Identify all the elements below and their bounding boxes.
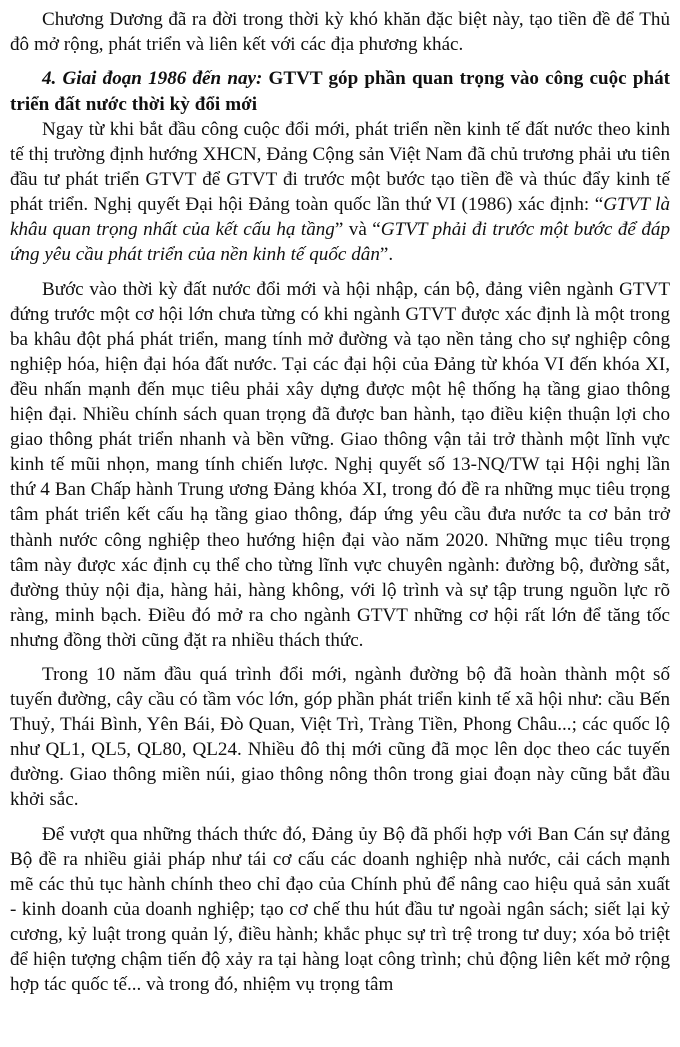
section-heading-rest: GTVT góp phần quan trọng vào công cuộc phát triển đất nước thời kỳ đổi mới: [10, 68, 670, 115]
paragraph-ngay-tu-khi: [10, 117, 670, 268]
paragraph-chuong-duong: Chương Dương đã ra đời trong thời kỳ khó khăn đặc biệt này, tạo tiền đề để Thủ đô mở rộng, phát triển và liên kết với các địa phương khác.: [10, 9, 670, 56]
paragraph-text-between-quotes: ” và “: [334, 219, 381, 241]
section-heading-number-title: 4. Giai đoạn 1986 đến nay:: [42, 68, 263, 90]
section-heading-giai-doan-1986: [10, 66, 670, 117]
quotation-gtvt-phai-di-truoc: GTVT phải đi trước một bước để đáp ứng yêu cầu phát triển của nền kinh tế quốc dân: [10, 219, 671, 266]
paragraph-text-before-quote: Ngay từ khi bắt đầu công cuộc đổi mới, phát triển nền kinh tế đất nước theo kinh tế thị trường định hướng XHCN, Đảng Cộng sản Việt Nam đã chủ trương phải ưu tiên đầu tư phát triển GTVT để GTVT đi trước một bước tạo tiền đề và thúc đẩy kinh tế phát triển. Nghị quyết Đại hội Đảng toàn quốc lần thứ VI (1986) xác định: “: [10, 119, 670, 216]
quotation-gtvt-khau-quan-trong: GTVT là khâu quan trọng nhất của kết cấu hạ tầng: [10, 194, 670, 241]
paragraph-trong-10-nam-dau: Trong 10 năm đầu quá trình đổi mới, ngành đường bộ đã hoàn thành một số tuyến đường, cây cầu có tầm vóc lớn, góp phần phát triển kinh tế xã hội như: cầu Bến Thuỷ, Thái Bình, Yên Bái, Đò Quan, Việt Trì, Tràng Tiền, Phong Châu...; các quốc lộ như QL1, QL5, QL80, QL24. Nhiều đô thị mới cũng đã mọc lên dọc theo các tuyến đường. Giao thông miền núi, giao thông nông thôn trong giai đoạn này cũng bắt đầu khởi sắc.: [10, 663, 670, 811]
paragraph-buoc-vao-thoi-ky: Bước vào thời kỳ đất nước đổi mới và hội nhập, cán bộ, đảng viên ngành GTVT đứng trước một cơ hội lớn chưa từng có khi ngành GTVT được xác định là một trong ba khâu đột phá phát triển, mang tính mở đường và tạo nền tảng cho sự nghiệp công nghiệp hóa, hiện đại hóa đất nước. Tại các đại hội của Đảng từ khóa VI đến khóa XI, đều nhấn mạnh đến mục tiêu phải xây dựng được một hệ thống hạ tầng giao thông hiện đại. Nhiều chính sách quan trọng đã được ban hành, tạo điều kiện thuận lợi cho giao thông phát triển nhanh và bền vững. Giao thông vận tải trở thành một lĩnh vực kinh tế mũi nhọn, mang tính chiến lược. Nghị quyết số 13-NQ/TW tại Hội nghị lần thứ 4 Ban Chấp hành Trung ương Đảng khóa XI, trong đó đề ra những mục tiêu trọng tâm phát triển kết cấu hạ tầng giao thông, đáp ứng yêu cầu đưa nước ta cơ bản trở thành nước công nghiệp theo hướng hiện đại vào năm 2020. Những mục tiêu trọng tâm này được xác định cụ thể cho từng lĩnh vực chuyên ngành: đường bộ, đường sắt, đường thủy nội địa, hàng hải, hàng không, với lộ trình và sự tập trung nguồn lực rõ ràng, minh bạch. Điều đó mở ra cho ngành GTVT những cơ hội rất lớn để tăng tốc nhưng đồng thời cũng đặt ra nhiều thách thức.: [10, 278, 670, 651]
paragraph-text-after-quote: ”.: [379, 244, 394, 266]
document-text-body: [10, 0, 670, 997]
paragraph-de-vuot-qua-thach-thuc: Để vượt qua những thách thức đó, Đảng ủy Bộ đã phối hợp với Ban Cán sự đảng Bộ đề ra nhiều giải pháp như tái cơ cấu các doanh nghiệp nhà nước, cải cách mạnh mẽ các thủ tục hành chính theo chỉ đạo của Chính phủ để nâng cao hiệu quả sản xuất - kinh doanh của doanh nghiệp; tạo cơ chế thu hút đầu tư ngoài ngân sách; siết lại kỷ cương, kỷ luật trong quản lý, điều hành; khắc phục sự trì trệ trong tư duy; xóa bỏ triệt để hiện tượng chậm tiến độ xảy ra tại hàng loạt công trình; chủ động liên kết mở rộng hợp tác quốc tế... và trong đó, nhiệm vụ trọng tâm: [10, 823, 670, 996]
